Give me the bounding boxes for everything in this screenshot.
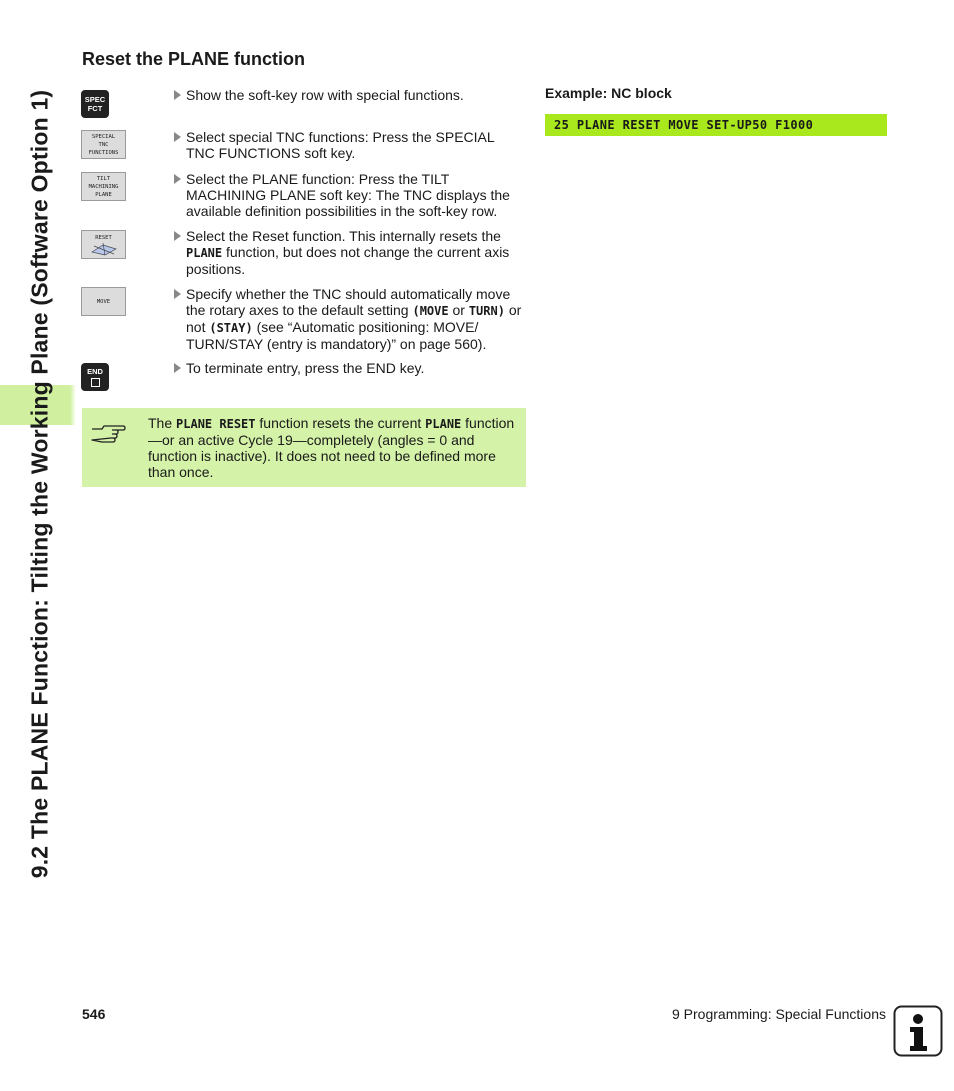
softkey-reset[interactable]: RESET [81, 230, 126, 259]
arrow-icon [174, 363, 181, 373]
page-number: 546 [82, 1006, 106, 1022]
arrow-icon [174, 90, 181, 100]
step-text-3: Select the PLANE function: Press the TILT MACHINING PLANE soft key: The TNC displays the available definition possibilities in the soft-key row. [174, 171, 526, 219]
step-text-5: Specify whether the TNC should automatically move the rotary axes to the default setting (MOVE or TURN) or not (STAY) (see “Automatic positioning: MOVE/ TURN/STAY (entry is mandatory)” on page 560). [174, 286, 526, 352]
info-icon [893, 1005, 943, 1057]
softkey-tilt-machining-plane[interactable]: TILT MACHINING PLANE [81, 172, 126, 201]
step-text-2: Select special TNC functions: Press the SPECIAL TNC FUNCTIONS soft key. [174, 129, 526, 161]
chapter-footer: 9 Programming: Special Functions [672, 1006, 886, 1022]
arrow-icon [174, 174, 181, 184]
arrow-icon [174, 289, 181, 299]
softkey-special-tnc-functions[interactable]: SPECIAL TNC FUNCTIONS [81, 130, 126, 159]
square-icon [91, 378, 100, 387]
arrow-icon [174, 132, 181, 142]
note-box [82, 408, 526, 487]
softkey-move[interactable]: MOVE [81, 287, 126, 316]
step-text-6: To terminate entry, press the END key. [174, 360, 526, 376]
nc-block: 25 PLANE RESET MOVE SET-UP50 F1000 [545, 114, 887, 136]
arrow-icon [174, 231, 181, 241]
spec-fct-key[interactable]: SPEC FCT [81, 90, 109, 118]
example-title: Example: NC block [545, 85, 672, 101]
section-title: Reset the PLANE function [82, 49, 306, 69]
end-key[interactable]: END [81, 363, 109, 391]
side-chapter-title: 9.2 The PLANE Function: Tilting the Working Plane (Software Option 1) [26, 89, 53, 879]
note-text: The PLANE RESET function resets the current PLANE function—or an active Cycle 19—completely (angles = 0 and function is inactive). It does not need to be defined more than once. [148, 415, 515, 480]
tilted-plane-icon [89, 242, 119, 256]
pointing-hand-icon [90, 420, 126, 444]
step-text-4: Select the Reset function. This internally resets the PLANE function, but does not change the current axis positions. [174, 228, 526, 277]
step-text-1: Show the soft-key row with special functions. [174, 87, 526, 103]
